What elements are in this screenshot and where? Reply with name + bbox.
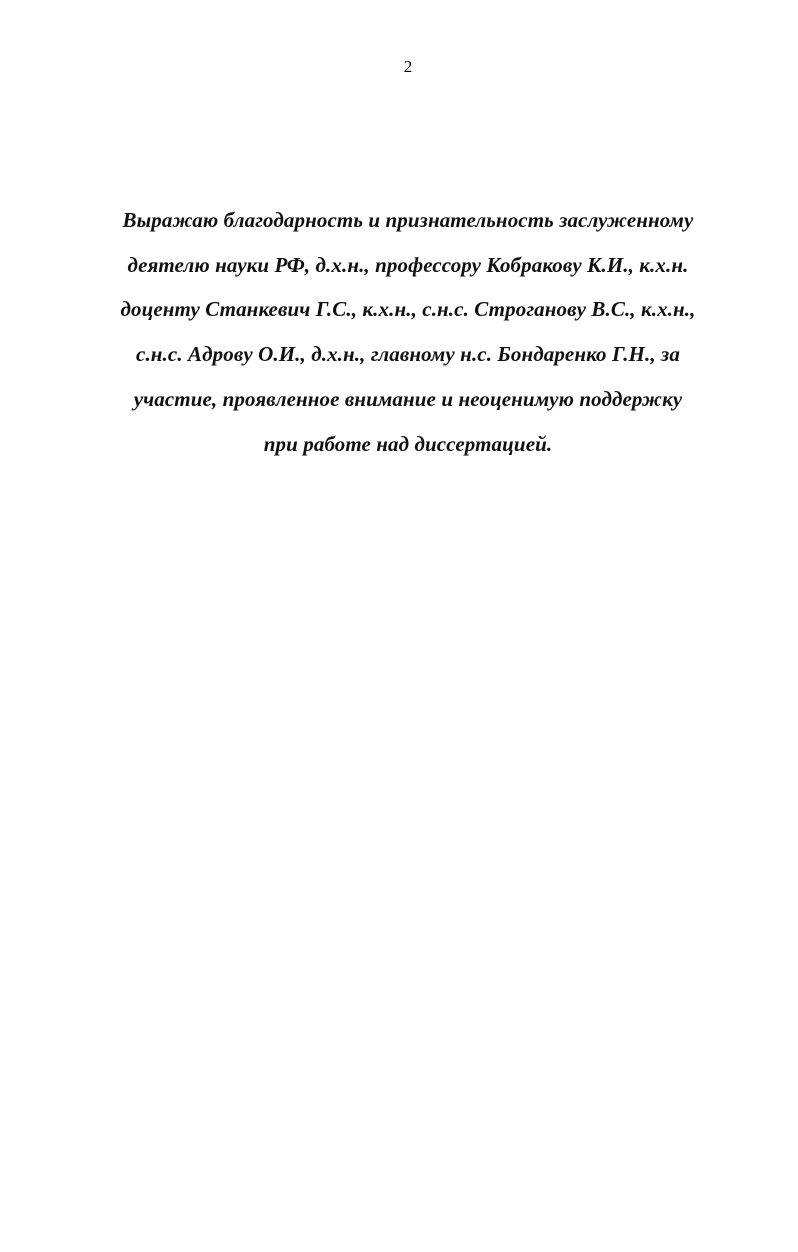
acknowledgement-line: при работе над диссертацией. bbox=[263, 431, 553, 456]
page-number: 2 bbox=[403, 57, 413, 76]
acknowledgement-line: с.н.с. Адрову О.И., д.х.н., главному н.с. Бондаренко Г.Н., за bbox=[136, 342, 680, 367]
acknowledgement-paragraph bbox=[0, 198, 798, 466]
acknowledgement-line: Выражаю благодарность и признательность заслуженному bbox=[122, 208, 694, 232]
acknowledgement-line: участие, проявленное внимание и неоценимую поддержку bbox=[133, 386, 683, 411]
acknowledgement-line: деятелю науки РФ, д.х.н., профессору Кобракову К.И., к.х.н. bbox=[127, 252, 689, 277]
acknowledgement-line: доценту Станкевич Г.С., к.х.н., с.н.с. Строганову В.С., к.х.н., bbox=[120, 297, 696, 322]
